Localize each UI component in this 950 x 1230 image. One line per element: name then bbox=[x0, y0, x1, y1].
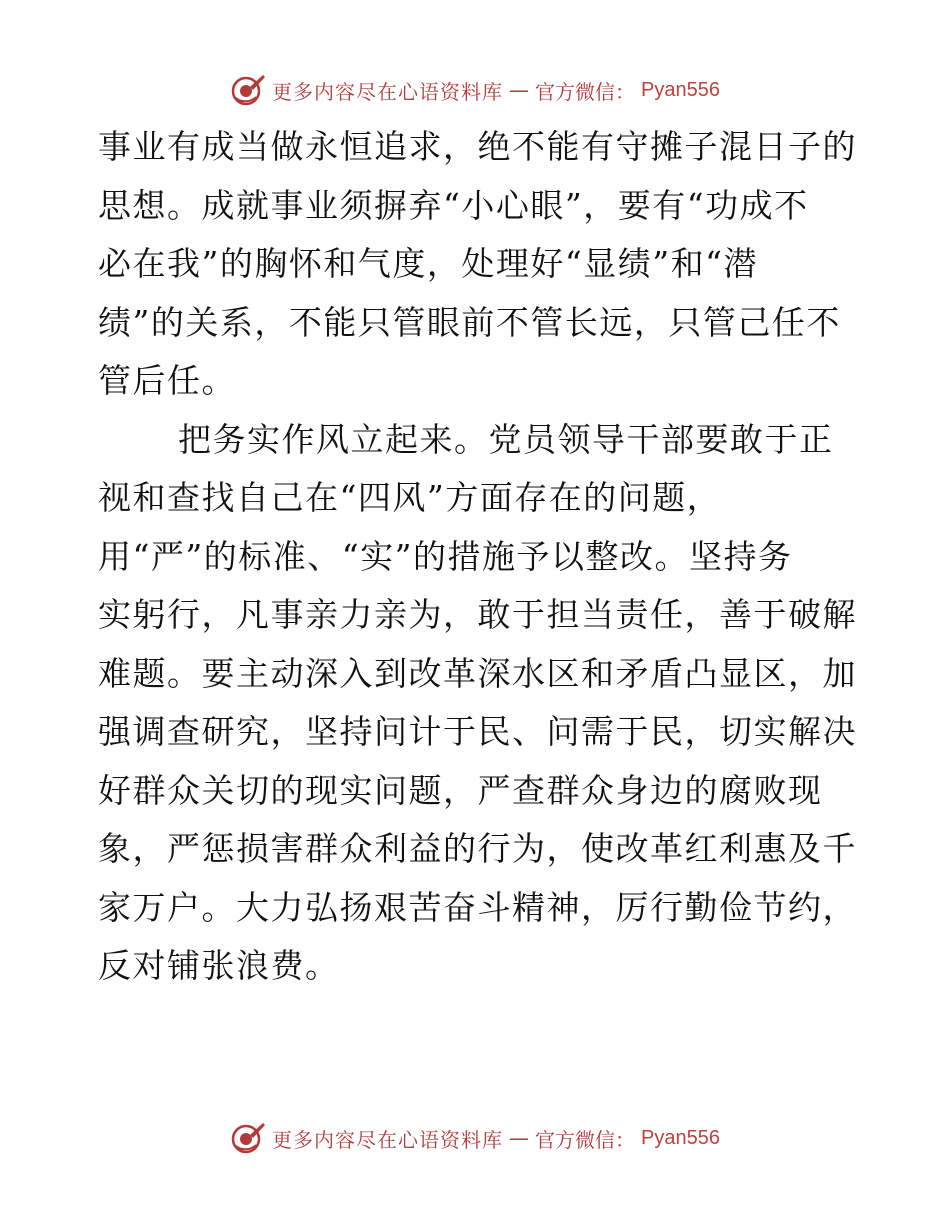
banner-separator: — bbox=[509, 1126, 530, 1150]
text-line: 强调查研究，坚持问计于民、问需于民，切实解决 bbox=[98, 712, 857, 751]
text-line: 家万户。大力弘扬艰苦奋斗精神，厉行勤俭节约， bbox=[98, 887, 857, 927]
pen-circle-logo-icon bbox=[230, 72, 266, 108]
official-label: 官方微信： bbox=[535, 1127, 636, 1152]
footer-banner bbox=[0, 1118, 950, 1158]
text-line: 管后任。 bbox=[98, 361, 236, 400]
header-banner bbox=[0, 70, 950, 110]
promo-text: 更多内容尽在心语资料库 bbox=[272, 79, 504, 104]
text-line: 实躬行，凡事亲力亲为，敢于担当责任，善于破解 bbox=[98, 595, 857, 634]
pen-circle-logo-icon bbox=[230, 1120, 266, 1156]
text-line: 必在我”的胸怀和气度，处理好“显绩”和“潜 bbox=[98, 244, 758, 283]
wechat-id: Pyan556 bbox=[641, 78, 720, 101]
text-line: 绩”的关系，不能只管眼前不管长远，只管己任不 bbox=[98, 302, 841, 342]
text-line: 视和查找自己在“四风”方面存在的问题， bbox=[98, 478, 722, 517]
text-line: 难题。要主动深入到改革深水区和矛盾凸显区，加 bbox=[98, 653, 857, 693]
text-line: 好群众关切的现实问题，严查群众身边的腐败现 bbox=[98, 770, 823, 810]
text-line: 事业有成当做永恒追求，绝不能有守摊子混日子的 bbox=[98, 127, 857, 166]
banner-separator: — bbox=[509, 78, 530, 102]
text-line: 思想。成就事业须摒弃“小心眼”，要有“功成不 bbox=[98, 185, 809, 225]
text-line: 反对铺张浪费。 bbox=[98, 946, 340, 985]
text-line: 用“严”的标准、“实”的措施予以整改。坚持务 bbox=[98, 536, 793, 576]
promo-text: 更多内容尽在心语资料库 bbox=[272, 1127, 504, 1152]
paragraph-2 bbox=[98, 411, 858, 996]
wechat-id: Pyan556 bbox=[641, 1126, 720, 1149]
text-line: 象，严惩损害群众利益的行为，使改革红利惠及千 bbox=[98, 829, 857, 868]
paragraph-1 bbox=[98, 118, 858, 411]
text-line: 把务实作风立起来。党员领导干部要敢于正 bbox=[178, 419, 834, 459]
official-label: 官方微信： bbox=[535, 79, 636, 104]
document-body bbox=[98, 118, 858, 996]
